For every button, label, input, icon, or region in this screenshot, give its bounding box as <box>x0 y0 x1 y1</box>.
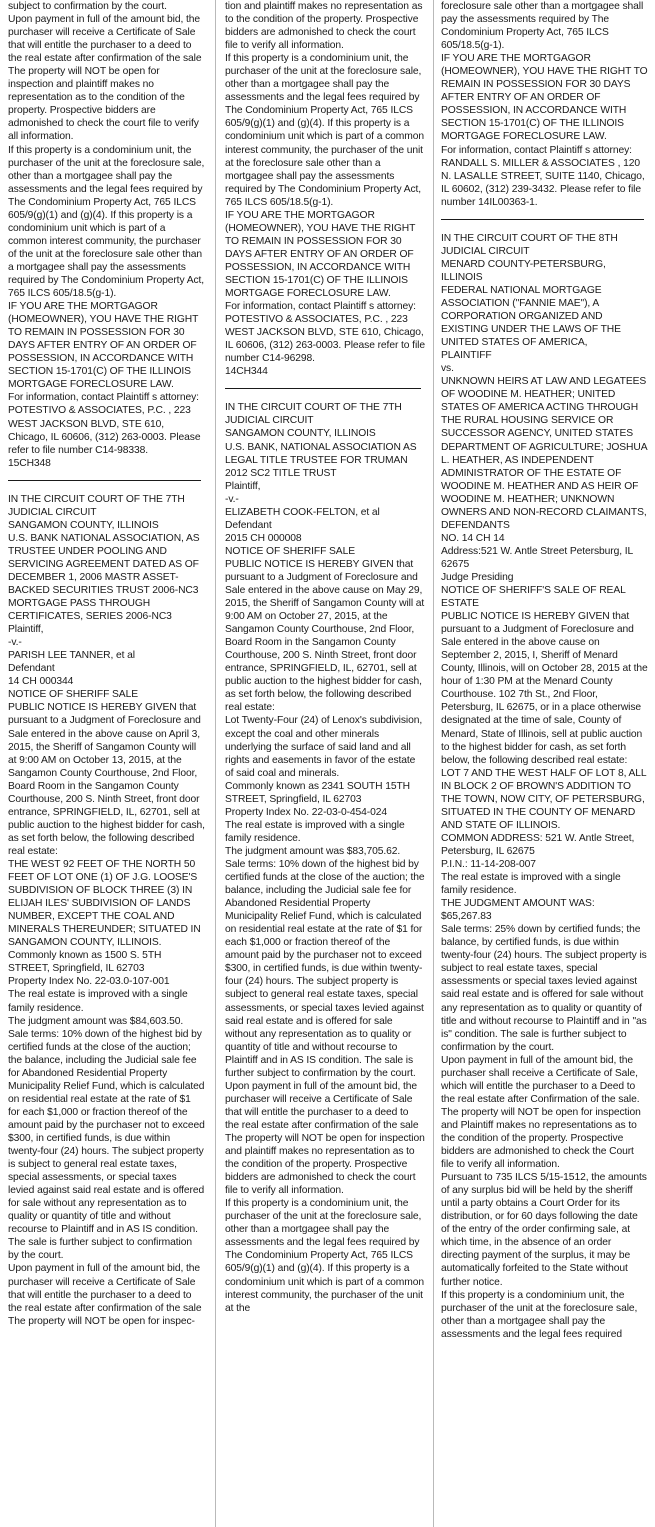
notice-paragraph: The real estate is improved with a single family residence. <box>8 989 188 1014</box>
column-3 <box>441 0 648 1527</box>
notice-paragraph: LOT 7 AND THE WEST HALF OF LOT 8, ALL IN BLOCK 2 OF BROWN'S ADDITION TO THE TOWN, NOW CITY, OF PETERSBURG, SITUATED IN THE COUNTY OF MENARD AND STATE OF ILLINOIS. <box>441 767 647 831</box>
notice-paragraph: The real estate is improved with a single family residence. <box>225 819 405 844</box>
notice-paragraph: For information, contact Plaintiff s attorney: RANDALL S. MILLER & ASSOCIATES , 120 N. LASALLE STREET, SUITE 1140, Chicago, IL 60602, (312) 239-3432. Please refer to file number 14IL00363-1. <box>441 144 645 208</box>
notice-paragraph: tion and plaintiff makes no representation as to the condition of the property. Prospective bidders are admonished to check the court file to verify all information. <box>225 1 423 52</box>
column-divider <box>433 0 434 1527</box>
notice-paragraph: The property will NOT be open for inspection and plaintiff makes no representation as to the condition of the property. Prospective bidders are admonished to check the court file to verify all information. <box>225 1132 425 1197</box>
notice-paragraph: If this property is a condominium unit, the purchaser of the unit at the foreclosure sale, other than a mortgagee shall pay the assessments and the legal fees required <box>441 1289 638 1340</box>
notice-separator <box>8 480 201 481</box>
notice-paragraph: IF YOU ARE THE MORTGAGOR (HOMEOWNER), YOU HAVE THE RIGHT TO REMAIN IN POSSESSION FOR 30 DAYS AFTER ENTRY OF AN ORDER OF POSSESSION, IN ACCORDANCE WITH SECTION 15-1701(C) OF THE ILLINOIS MORTGAGE FORECLOSURE LAW. <box>441 53 648 143</box>
notice-paragraph: Sale terms: 10% down of the highest bid by certified funds at the close of the auction; the balance, including the Judicial sale fee for Abandoned Residential Property Municipality Relief Fund, which is calculated on residential real estate at the rate of $1 for each $1,000 or fraction thereof of the amount paid by the purchaser not to exceed $300, in certified funds, is due within twenty-four (24) hours. The subject property is subject to general real estate taxes, special assessments, or special taxes levied against said real estate and is offered for sale without any representation as to quality or quantity of title and without recourse to Plaintiff and in AS IS condition. The sale is further subject to confirmation by the court. <box>225 859 425 1079</box>
notice-paragraph: For information, contact Plaintiff s attorney: POTESTIVO & ASSOCIATES, P.C. , 223 WEST JACKSON BLVD, STE 610, Chicago, IL 60606, (312) 263-0003. Please refer to file number C14-98338. <box>8 392 201 456</box>
notice-paragraph: Commonly known as 1500 S. 5TH STREET, Springfield, IL 62703 Property Index No. 22-03.0-107-001 <box>8 950 170 988</box>
notice-paragraph: PUBLIC NOTICE IS HEREBY GIVEN that pursuant to a Judgment of Foreclosure and Sale entered in the above cause on April 3, 2015, the Sheriff of Sangamon County will at 9:00 AM on October 13, 2015, at the Sangamon County Courthouse, 2nd Floor, Board Room in the Sangamon County Courthouse, 200 S. Ninth Street, front door entrance, SPRINGFIELD, IL, 62701, sell at public auction to the highest bidder for cash, as set forth below, the following described real estate: <box>8 702 205 857</box>
notice-paragraph: The real estate is improved with a single family residence. <box>441 872 621 897</box>
notice-paragraph: If this property is a condominium unit, the purchaser of the unit at the foreclosure sale, other than a mortgagee shall pay the assessments and the legal fees required by The Condominium Property Act, 765 ILCS 605/9(g)(1) and (g)(4). If this property is a condominium unit which is part of a common interest community, the purchaser of the unit at the foreclosure sale other than a mortgagee shall pay the assessments required by The Condominium Property Act, 765 ILCS 605/18.5(g-1). <box>225 53 424 208</box>
notice-paragraph: Sale terms: 10% down of the highest bid by certified funds at the close of the auction; the balance, including the Judicial sale fee for Abandoned Residential Property Municipality Relief Fund, which is calculated on residential real estate at the rate of $1 for each $1,000 or fraction thereof of the amount paid by the purchaser not to exceed $300, in certified funds, is due within twenty-four (24) hours. The subject property is subject to general real estate taxes, special assessments, or special taxes levied against said real estate and is offered for sale without any representation as to quality or quantity of title and without recourse to Plaintiff and in AS IS condition. The sale is further subject to confirmation by the court. <box>8 1028 205 1262</box>
notice-paragraph: Upon payment in full of the amount bid, the purchaser will receive a Certificate of Sale that will entitle the purchaser to a deed to the real estate after confirmation of the sale <box>225 1080 419 1131</box>
notice-paragraph: subject to confirmation by the court. Upon payment in full of the amount bid, the purchaser will receive a Certificate of Sale that will entitle the purchaser to a deed to the real estate after confirmation of the sale <box>8 1 202 65</box>
notice-id: 14CH344 <box>225 366 268 378</box>
legal-notice <box>441 232 648 1341</box>
column-2 <box>225 0 425 1527</box>
notice-paragraph: The judgment amount was $84,603.50. <box>8 1015 184 1027</box>
notice-paragraph: IF YOU ARE THE MORTGAGOR (HOMEOWNER), YOU HAVE THE RIGHT TO REMAIN IN POSSESSION FOR 30 DAYS AFTER ENTRY OF AN ORDER OF POSSESSION, IN ACCORDANCE WITH SECTION 15-1701(C) OF THE ILLINOIS MORTGAGE FORECLOSURE LAW. <box>8 301 199 391</box>
column-divider <box>215 0 216 1527</box>
notice-paragraph: THE JUDGMENT AMOUNT WAS: $65,267.83 <box>441 898 595 923</box>
legal-notice <box>225 0 425 378</box>
notice-separator <box>225 388 421 389</box>
notice-paragraph: IF YOU ARE THE MORTGAGOR (HOMEOWNER), YOU HAVE THE RIGHT TO REMAIN IN POSSESSION FOR 30 DAYS AFTER ENTRY OF AN ORDER OF POSSESSION, IN ACCORDANCE WITH SECTION 15-1701(C) OF THE ILLINOIS MORTGAGE FORECLOSURE LAW. <box>225 209 416 300</box>
notice-paragraph: Lot Twenty-Four (24) of Lenox's subdivision, except the coal and other minerals underlying the surface of said land and all rights and easements in favor of the estate of said coal and minerals. <box>225 715 423 779</box>
notice-paragraph: For information, contact Plaintiff s attorney: POTESTIVO & ASSOCIATES, P.C. , 223 WEST JACKSON BLVD, STE 610, Chicago, IL 60606, (312) 263-0003. Please refer to file number C14-96298. <box>225 301 425 365</box>
notice-paragraph: PUBLIC NOTICE IS HEREBY GIVEN that pursuant to a Judgment of Foreclosure and Sale entered in the above cause on September 2, 2015, I, Sheriff of Menard County, Illinois, will on October 28, 2015 at the hour of 1:30 PM at the Menard County Courthouse. 102 7th St., 2nd Floor, Petersburg, IL 62675, or in a place otherwise designated at the time of sale, County of Menard, State of Illinois, sell at public auction to the highest bidder for cash, as set forth below, the following described real estate: <box>441 611 648 766</box>
notice-paragraph: Upon payment in full of the amount bid, the purchaser shall receive a Certificate of Sale, which will entitle the purchaser to a Deed to the real estate after Confirmation of the sale. The property will NOT be open for inspection and Plaintiff makes no representations as to the condition of the property. Prospective bidders are admonished to check the Court file to verify all information. <box>441 1054 641 1171</box>
notice-id: 15CH348 <box>8 457 51 469</box>
column-1 <box>8 0 205 1527</box>
notice-caption: IN THE CIRCUIT COURT OF THE 7TH JUDICIAL CIRCUIT SANGAMON COUNTY, ILLINOIS U.S. BANK NATIONAL ASSOCIATION, AS TRUSTEE UNDER POOLING AND SERVICING AGREEMENT DATED AS OF DECEMBER 1, 2006 MASTR ASSET-BACKED SECURITIES TRUST 2006-NC3 MORTGAGE PASS THROUGH CERTIFICATES, SERIES 2006-NC3 Plaintiff, -v.- PARISH LEE TANNER, et al Defendant 14 CH 000344 NOTICE OF SHERIFF SALE <box>8 493 200 701</box>
legal-notice <box>225 401 425 1314</box>
notice-paragraph: THE WEST 92 FEET OF THE NORTH 50 FEET OF LOT ONE (1) OF J.G. LOOSE'S SUBDIVISION OF BLOCK THREE (3) IN ELIJAH ILES' SUBDIVISION OF LANDS NUMBER, EXCEPT THE COAL AND MINERALS THEREUNDER; SITUATED IN SANGAMON COUNTY, ILLINOIS. <box>8 859 201 949</box>
legal-notice <box>8 493 205 1328</box>
notice-paragraph: Sale terms: 25% down by certified funds; the balance, by certified funds, is due within twenty-four (24) hours. The subject property is subject to real estate taxes, special assessments or special taxes levied against said real estate and is offered for sale without any representation as to quality or quantity of title and without recourse to Plaintiff and in "as is" condition. The sale is further subject to confirmation by the court. <box>441 924 647 1053</box>
notice-paragraph: If this property is a condominium unit, the purchaser of the unit at the foreclosure sale, other than a mortgagee shall pay the assessments and the legal fees required by The Condominium Property Act, 765 ILCS 605/9(g)(1) and (g)(4). If this property is a condominium unit which is part of a common interest community, the purchaser of the unit at the foreclosure sale other than a mortgagee shall pay the assessments required by The Condominium Property Act, 765 ILCS 605/18.5(g-1). <box>8 144 205 300</box>
notice-paragraph: Upon payment in full of the amount bid, the purchaser will receive a Certificate of Sale that will entitle the purchaser to a deed to the real estate after confirmation of the sale <box>8 1263 202 1314</box>
notice-paragraph: If this property is a condominium unit, the purchaser of the unit at the foreclosure sale, other than a mortgagee shall pay the assessments and the legal fees required by The Condominium Property Act, 765 ILCS 605/9(g)(1) and (g)(4). If this property is a condominium unit which is part of a common interest community, the purchaser of the unit at the <box>225 1198 424 1314</box>
notice-caption: IN THE CIRCUIT COURT OF THE 8TH JUDICIAL CIRCUIT MENARD COUNTY-PETERSBURG, ILLINOIS FEDERAL NATIONAL MORTGAGE ASSOCIATION ("FANNIE MAE"), A CORPORATION ORGANIZED AND EXISTING UNDER THE LAWS OF THE UNITED STATES OF AMERICA, PLAINTIFF vs. UNKNOWN HEIRS AT LAW AND LEGATEES OF WOODINE M. HEATHER; UNITED STATES OF AMERICA ACTING THROUGH THE RURAL HOUSING SERVICE OR SUCCESSOR AGENCY, UNITED STATES DEPARTMENT OF AGRICULTURE; JOSHUA L. HEATHER, AS INDEPENDENT ADMINISTRATOR OF THE ESTATE OF WOODINE M. HEATHER AND AS HEIR OF WOODINE M. HEATHER; UNKNOWN OWNERS AND NON-RECORD CLAIMANTS, DEFENDANTS NO. 14 CH 14 Address:521 W. Antle Street Petersburg, IL 62675 Judge Presiding NOTICE OF SHERIFF'S SALE OF REAL ESTATE <box>441 232 647 610</box>
notice-paragraph: COMMON ADDRESS: 521 W. Antle Street, Petersburg, IL 62675 P.I.N.: 11-14-208-007 <box>441 832 635 870</box>
notice-caption: IN THE CIRCUIT COURT OF THE 7TH JUDICIAL CIRCUIT SANGAMON COUNTY, ILLINOIS U.S. BANK, NATIONAL ASSOCIATION AS LEGAL TITLE TRUSTEE FOR TRUMAN 2012 SC2 TITLE TRUST Plaintiff, -v.- ELIZABETH COOK-FELTON, et al Defendant 2015 CH 000008 NOTICE OF SHERIFF SALE <box>225 402 417 557</box>
notice-paragraph: The property will NOT be open for inspec- <box>8 1315 195 1327</box>
notice-paragraph: Pursuant to 735 ILCS 5/15-1512, the amounts of any surplus bid will be held by the sheriff until a party obtains a Court Order for its distribution, or for 60 days following the date of the entry of the order confirming sale, at which time, in the absence of an order directing payment of the surplus, it may be automatically forfeited to the State without further notice. <box>441 1172 647 1288</box>
notice-separator <box>441 219 644 220</box>
notice-paragraph: The property will NOT be open for inspection and plaintiff makes no representation as to the condition of the property. Prospective bidders are admonished to check the court file to verify all information. <box>8 66 199 143</box>
notice-paragraph: The judgment amount was $83,705.62. <box>225 845 401 857</box>
notice-paragraph: Commonly known as 2341 SOUTH 15TH STREET, Springfield, IL 62703 Property Index No. 22-03-0-454-024 <box>225 780 410 818</box>
legal-notice <box>441 0 648 209</box>
notice-paragraph: foreclosure sale other than a mortgagee shall pay the assessments required by The Condominium Property Act, 765 ILCS 605/18.5(g-1). <box>441 1 644 52</box>
notice-paragraph: PUBLIC NOTICE IS HEREBY GIVEN that pursuant to a Judgment of Foreclosure and Sale entered in the above cause on May 29, 2015, the Sheriff of Sangamon County will at 9:00 AM on October 27, 2015, at the Sangamon County Courthouse, 2nd Floor, Board Room in the Sangamon County Courthouse, 200 S. Ninth Street, front door entrance, SPRINGFIELD, IL, 62701, sell at public auction to the highest bidder for cash, as set forth below, the following described real estate: <box>225 558 425 714</box>
legal-notice <box>8 0 205 470</box>
